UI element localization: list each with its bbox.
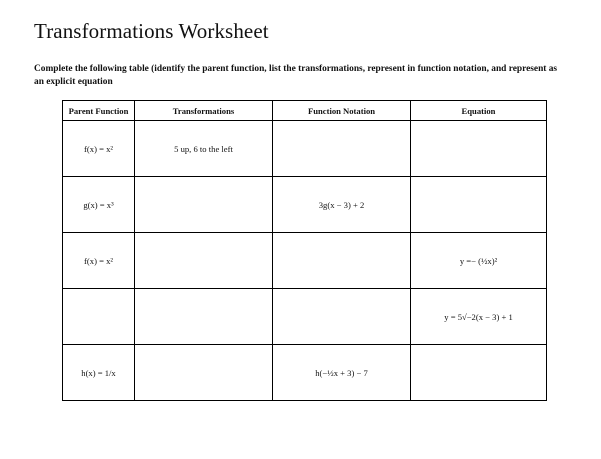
table-row	[63, 233, 547, 289]
cell-function-notation[interactable]	[273, 177, 411, 233]
cell-parent-function[interactable]	[63, 177, 135, 233]
transformations-text: 5 up, 6 to the left	[174, 143, 233, 154]
table-row	[63, 289, 547, 345]
header-equation: Equation	[411, 101, 547, 121]
parent-function-text: f(x) = x²	[84, 255, 113, 266]
cell-transformations[interactable]	[135, 121, 273, 177]
cell-transformations[interactable]	[135, 177, 273, 233]
table-row	[63, 177, 547, 233]
instructions-text: Complete the following table (identify the parent function, list the transformations, represent in function notation, and represent as an explicit equation	[34, 64, 558, 87]
function-notation-text: h(−½x + 3) − 7	[315, 367, 368, 378]
cell-parent-function[interactable]	[63, 121, 135, 177]
cell-function-notation[interactable]	[273, 345, 411, 401]
cell-equation[interactable]	[411, 233, 547, 289]
parent-function-text: h(x) = 1/x	[81, 367, 116, 378]
header-parent-function: Parent Function	[63, 101, 135, 121]
cell-parent-function[interactable]	[63, 233, 135, 289]
cell-function-notation[interactable]	[273, 121, 411, 177]
equation-text: y = 5√−2(x − 3) + 1	[444, 311, 513, 322]
equation-text: y =− (½x)²	[459, 255, 498, 266]
table-row	[63, 345, 547, 401]
cell-transformations[interactable]	[135, 233, 273, 289]
parent-function-text: g(x) = x³	[83, 199, 114, 210]
parent-function-text: f(x) = x²	[84, 143, 113, 154]
cell-equation[interactable]	[411, 289, 547, 345]
cell-function-notation[interactable]	[273, 289, 411, 345]
cell-parent-function[interactable]	[63, 289, 135, 345]
header-transformations: Transformations	[135, 101, 273, 121]
cell-equation[interactable]	[411, 121, 547, 177]
header-function-notation: Function Notation	[273, 101, 411, 121]
cell-parent-function[interactable]	[63, 345, 135, 401]
cell-transformations[interactable]	[135, 345, 273, 401]
table-header-row	[63, 101, 547, 121]
cell-function-notation[interactable]	[273, 233, 411, 289]
cell-equation[interactable]	[411, 177, 547, 233]
transformations-table	[62, 100, 547, 401]
table-row	[63, 121, 547, 177]
page-title: Transformations Worksheet	[34, 19, 269, 43]
function-notation-text: 3g(x − 3) + 2	[318, 199, 365, 210]
cell-equation[interactable]	[411, 345, 547, 401]
cell-transformations[interactable]	[135, 289, 273, 345]
